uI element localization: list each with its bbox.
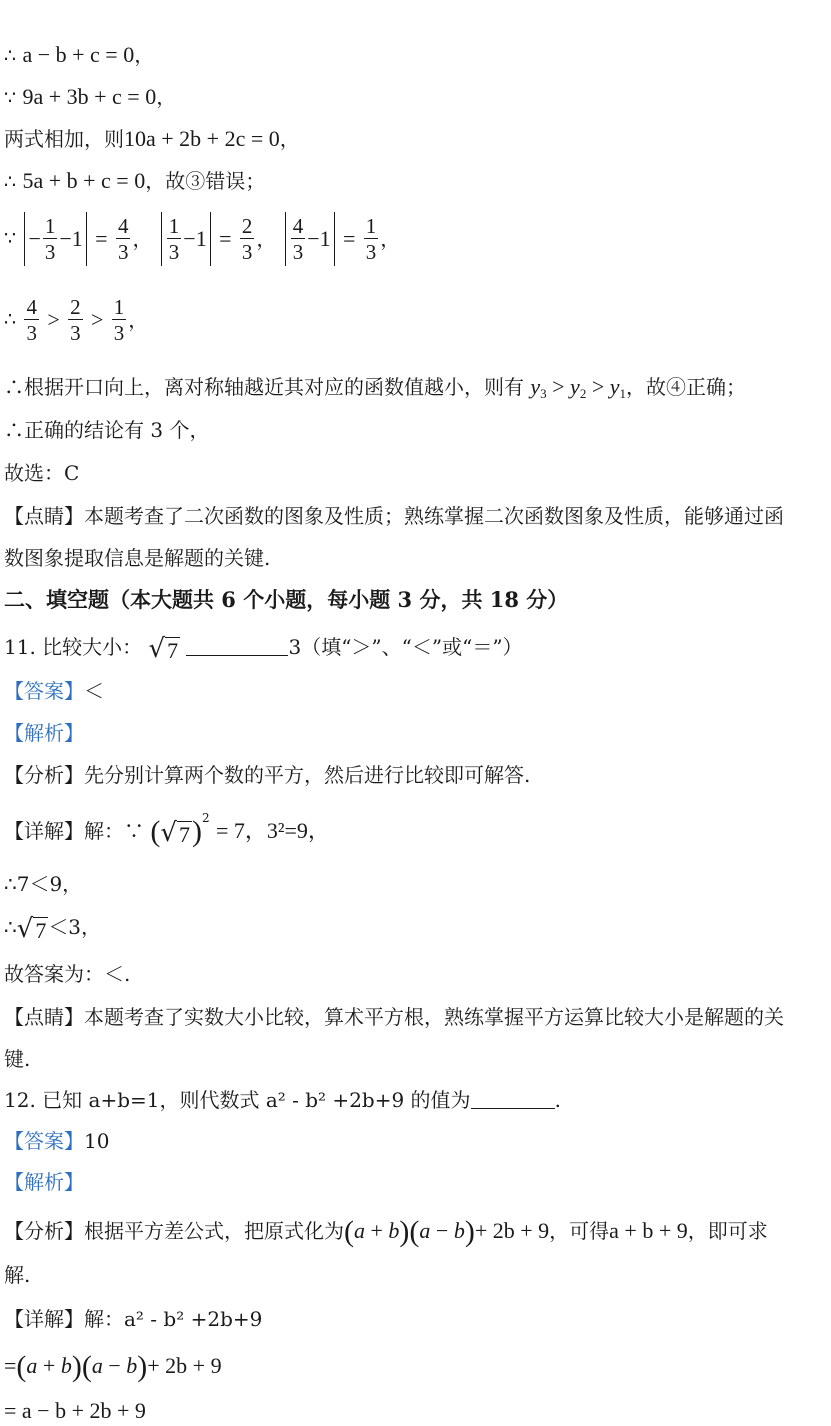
- answer-blank: [471, 1108, 555, 1109]
- detail-12: 【详解】解：a² ‐ b² +2b+9: [4, 1307, 263, 1331]
- line-answer-is: 故答案为：＜.: [4, 962, 131, 986]
- equation: a − b + c = 0: [22, 42, 135, 67]
- y-inequality: $y_3 > y_2 > y_1$: [530, 374, 626, 401]
- step-1: =(a + b)(a − b)+ 2b + 9: [4, 1350, 222, 1383]
- analysis-label-12: 【解析】: [4, 1170, 84, 1194]
- line-because-1: ∵ 9a + 3b + c = 0，: [4, 84, 177, 109]
- line-therefore-1: ∴ a − b + c = 0，: [4, 42, 155, 67]
- answer-blank: [186, 655, 288, 656]
- answer-label: 【答案】: [4, 679, 84, 703]
- analysis-12-cont: 解.: [4, 1263, 31, 1287]
- line-remark: 【点睛】本题考查了二次函数的图象及性质；熟练掌握二次函数图象及性质，能够通过函: [4, 504, 784, 528]
- section-heading-2: 二、填空题（本大题共 6 个小题，每小题 3 分，共 18 分）: [4, 587, 569, 612]
- line-inequality: ∴ $\frac{4}{3}$ > $\frac{2}{3}$ > $\frac{1}{3}$ ，: [4, 295, 149, 346]
- line-sqrt-lt-3: ∴ √ 7 ＜3，: [4, 914, 102, 944]
- abs-expression-3: $\frac{4}{3}$ −1: [285, 212, 335, 266]
- abs-expression-1: − $\frac{1}{3}$ −1: [24, 212, 86, 266]
- answer-12: 【答案】10: [4, 1129, 110, 1153]
- sqrt-7: √ 7: [148, 634, 179, 664]
- line-remark-11: 【点睛】本题考查了实数大小比较，算术平方根，熟练掌握平方运算比较大小是解题的关: [4, 1005, 784, 1029]
- analysis-11: 【分析】先分别计算两个数的平方，然后进行比较即可解答.: [4, 763, 531, 787]
- line-count: ∴正确的结论有 3 个，: [4, 418, 210, 442]
- analysis-12: 【分析】根据平方差公式，把原式化为(a + b)(a − b)+ 2b + 9，可得a + b + 9，即可求: [4, 1215, 768, 1248]
- line-remark-11-cont: 键.: [4, 1047, 31, 1071]
- equation: 10a + 2b + 2c = 0: [124, 126, 280, 151]
- abs-expression-2: $\frac{1}{3}$ −1: [161, 212, 211, 266]
- line-7-lt-9: ∴7＜9，: [4, 872, 83, 896]
- answer-11: 【答案】＜: [4, 679, 104, 703]
- line-remark-cont: 数图象提取信息是解题的关键.: [4, 546, 271, 570]
- question-12: 12. 已知 a+b=1，则代数式 a² ‐ b² +2b+9 的值为 .: [4, 1088, 561, 1112]
- line-conclusion-3: ∴ 5a + b + c = 0，故③错误；: [4, 168, 266, 193]
- detail-11: 【详解】解：∵ ( √ 7 )$^2$ = 7，3²=9，: [4, 811, 330, 848]
- analysis-label: 【解析】: [4, 721, 84, 745]
- line-sum: 两式相加，则10a + 2b + 2c = 0，: [4, 126, 300, 151]
- step-2: = a − b + 2b + 9: [4, 1398, 146, 1423]
- equation: 9a + 3b + c = 0: [22, 84, 157, 109]
- line-conclusion-4: ∴根据开口向上，离对称轴越近其对应的函数值越小，则有 $y_3 > y_2 > y_1$，故④正确；: [4, 374, 746, 401]
- question-11: 11. 比较大小： √ 7 3（填“＞”、“＜”或“＝”）: [4, 634, 523, 664]
- line-abs-values: ∵ − $\frac{1}{3}$ −1 = $\frac{4}{3}$ ， $\frac{1}{3}$ −1 = $\frac{2}{3}$ ， $\frac{4}{3}$ −1 = $\frac{1}{3}$ ，: [4, 213, 401, 264]
- equation: 5a + b + c = 0: [22, 168, 146, 193]
- line-choice: 故选：C: [4, 461, 80, 485]
